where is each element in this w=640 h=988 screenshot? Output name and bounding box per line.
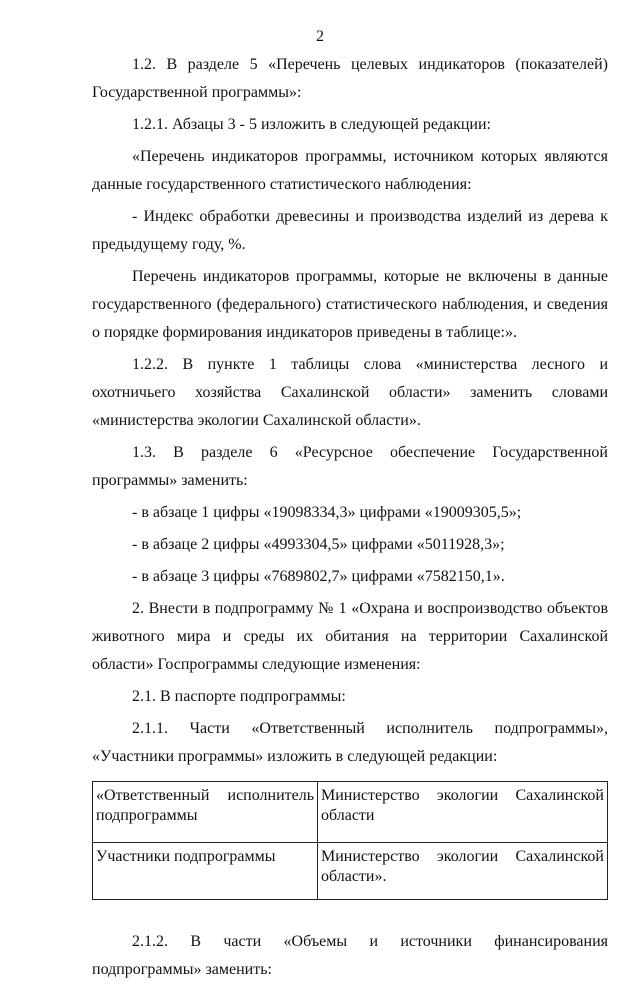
paragraph-2-1-1: 2.1.1. Части «Ответственный исполнитель подпрограммы», «Участники программы» изложить в следующей редакции: [92,720,608,765]
paragraph-2-1-2: 2.1.2. В части «Объемы и источники финансирования подпрограммы» заменить: [92,933,608,978]
paragraph-indicator-list: «Перечень индикаторов программы, источником которых являются данные государственного статистического наблюдения: [92,148,608,193]
paragraph-1-2: 1.2. В разделе 5 «Перечень целевых индикаторов (показателей) Государственной программы»: [92,56,608,101]
paragraph-1-2-2: 1.2.2. В пункте 1 таблицы слова «министерства лесного и охотничьего хозяйства Сахалинской области» заменить словами «министерства экологии Сахалинской области». [92,356,608,429]
table-row [93,782,608,843]
paragraph-2-1: 2.1. В паспорте подпрограммы: [132,688,346,705]
table-cell-label: «Ответственный исполнитель подпрограммы [93,782,318,843]
paragraph-2: 2. Внести в подпрограмму № 1 «Охрана и воспроизводство объектов животного мира и среды их обитания на территории Сахалинской области» Госпрограммы следующие изменения: [92,600,608,673]
responsibility-table [92,781,608,900]
paragraph-abzac-1: - в абзаце 1 цифры «19098334,3» цифрами «19009305,5»; [132,504,522,521]
table-row [93,843,608,900]
document-body [92,51,608,988]
paragraph-abzac-3: - в абзаце 3 цифры «7689802,7» цифрами «7582150,1». [132,568,505,585]
table-cell-label: Участники подпрограммы [93,843,318,900]
paragraph-1-3: 1.3. В разделе 6 «Ресурсное обеспечение Государственной программы» заменить: [92,444,608,489]
page-number: 2 [316,28,324,45]
table-cell-value: Министерство экологии Сахалинской области [318,782,608,843]
paragraph-abzac-2: - в абзаце 2 цифры «4993304,5» цифрами «5011928,3»; [132,536,505,553]
paragraph-1-2-1: 1.2.1. Абзацы 3 - 5 изложить в следующей редакции: [132,116,491,133]
table-cell-value: Министерство экологии Сахалинской области». [318,843,608,900]
paragraph-wood-index: - Индекс обработки древесины и производства изделий из дерева к предыдущему году, %. [92,208,608,253]
paragraph-indicators-table-note: Перечень индикаторов программы, которые не включены в данные государственного (федерального) статистического наблюдения, и сведения о порядке формирования индикаторов приведены в таблице:». [92,268,608,341]
